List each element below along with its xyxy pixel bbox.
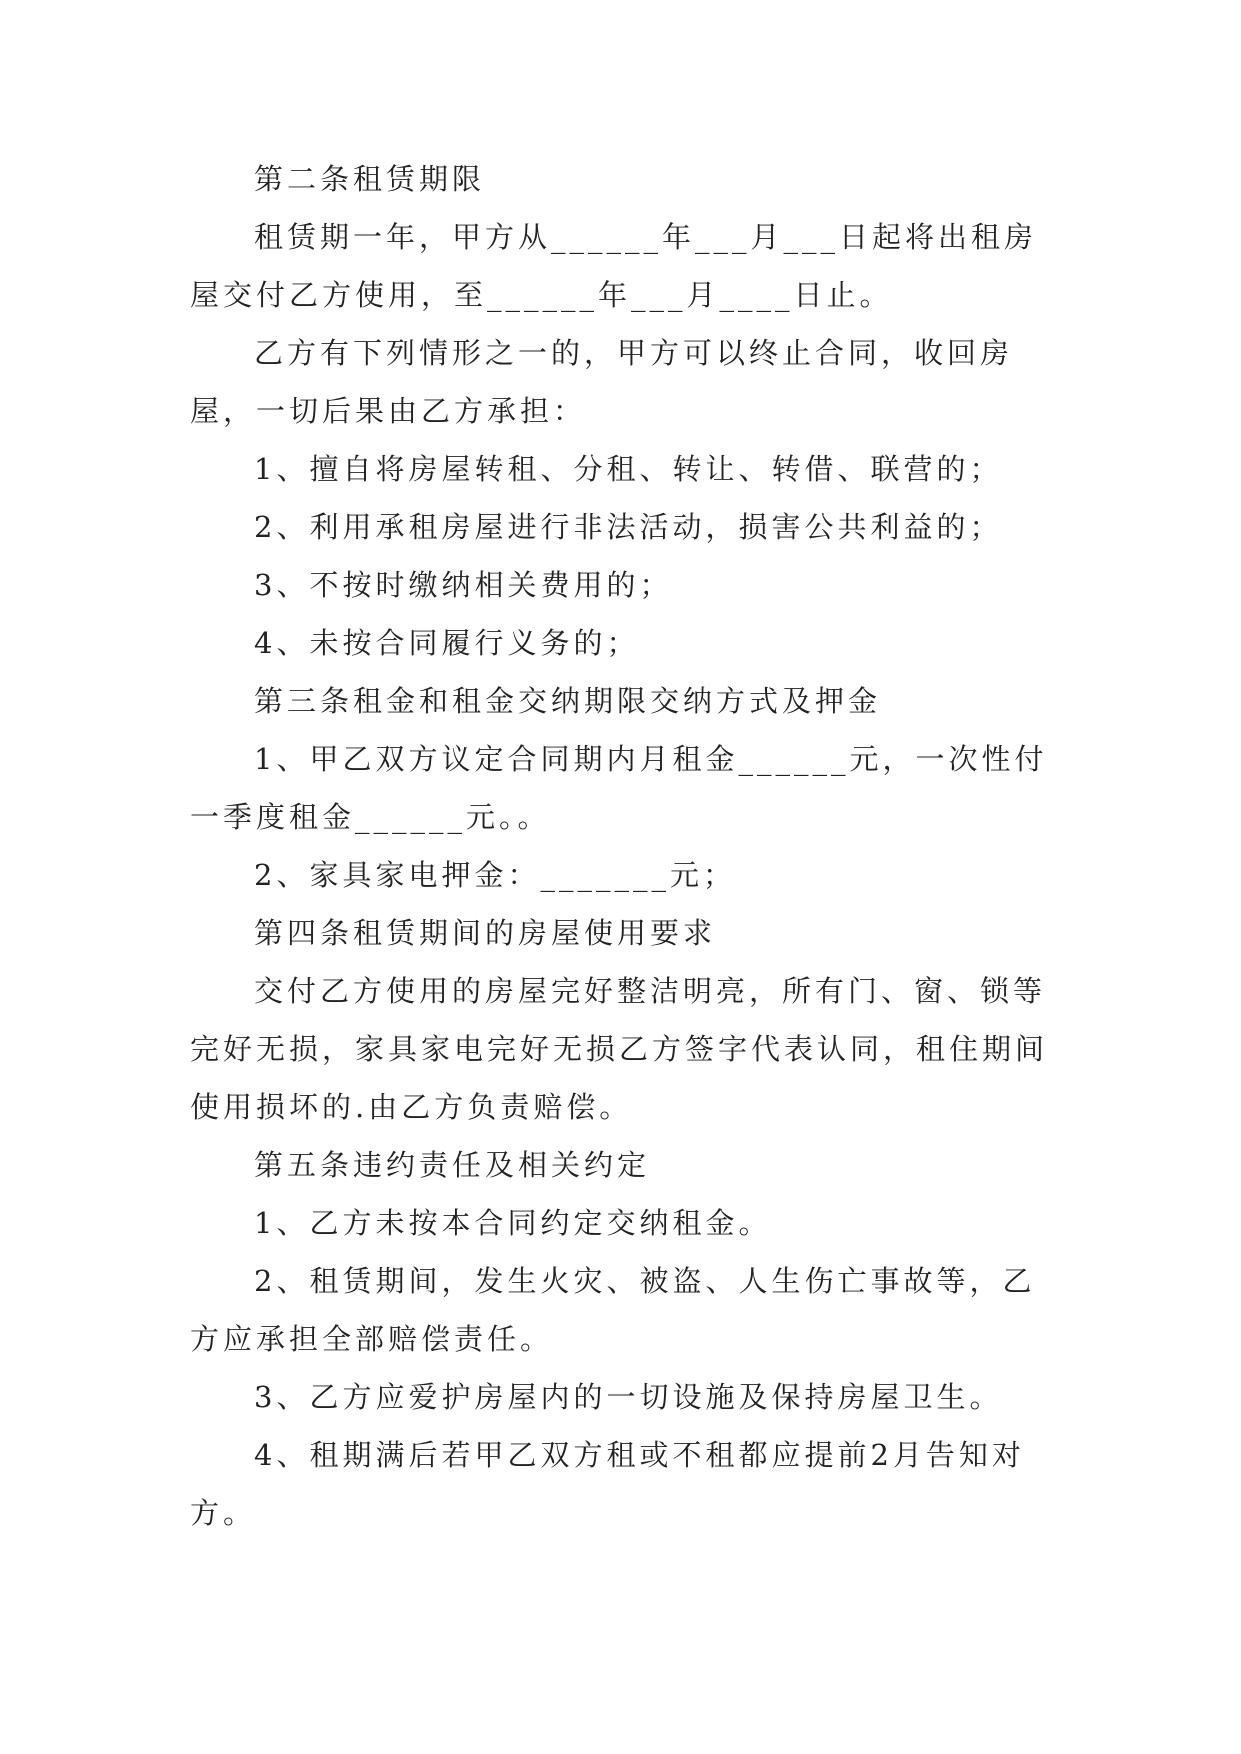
section-heading-liability: 第五条违约责任及相关约定: [254, 1148, 651, 1182]
section-heading-usage-requirements: 第四条租赁期间的房屋使用要求: [254, 916, 717, 950]
document-body: [190, 150, 1060, 1542]
list-item-illegal-activity: 2、利用承租房屋进行非法活动，损害公共利益的；: [254, 510, 1003, 544]
paragraph-termination-conditions: 乙方有下列情形之一的，甲方可以终止合同，收回房屋，一切后果由乙方承担：: [190, 336, 1014, 428]
list-item-breach: 4、未按合同履行义务的；: [254, 626, 640, 660]
list-item-sublet: 1、擅自将房屋转租、分租、转让、转借、联营的；: [254, 452, 1003, 486]
list-item-maintenance: 3、乙方应爱护房屋内的一切设施及保持房屋卫生。: [254, 1380, 1003, 1414]
paragraph-house-condition: 交付乙方使用的房屋完好整洁明亮，所有门、窗、锁等完好无损，家具家电完好无损乙方签字代表认同，租住期间使用损坏的.由乙方负责赔偿。: [190, 974, 1049, 1124]
list-item-notice: 4、租期满后若甲乙双方租或不租都应提前2月告知对方。: [190, 1438, 1025, 1530]
paragraph-monthly-rent: 1、甲乙双方议定合同期内月租金______元，一次性付一季度租金______元。。: [190, 742, 1048, 834]
list-item-rent-payment: 1、乙方未按本合同约定交纳租金。: [254, 1206, 772, 1240]
list-item-accident-liability: 2、租赁期间，发生火灾、被盗、人生伤亡事故等，乙方应承担全部赔偿责任。: [190, 1264, 1036, 1356]
paragraph-furniture-deposit: 2、家具家电押金：_______元；: [254, 858, 736, 892]
paragraph-lease-period: 租赁期一年，甲方从______年___月___日起将出租房屋交付乙方使用，至______年___月____日止。: [190, 220, 1038, 312]
section-heading-rent-deposit: 第三条租金和租金交纳期限交纳方式及押金: [254, 684, 882, 718]
section-heading-lease-term: 第二条租赁期限: [254, 162, 486, 196]
list-item-unpaid-fees: 3、不按时缴纳相关费用的；: [254, 568, 673, 602]
